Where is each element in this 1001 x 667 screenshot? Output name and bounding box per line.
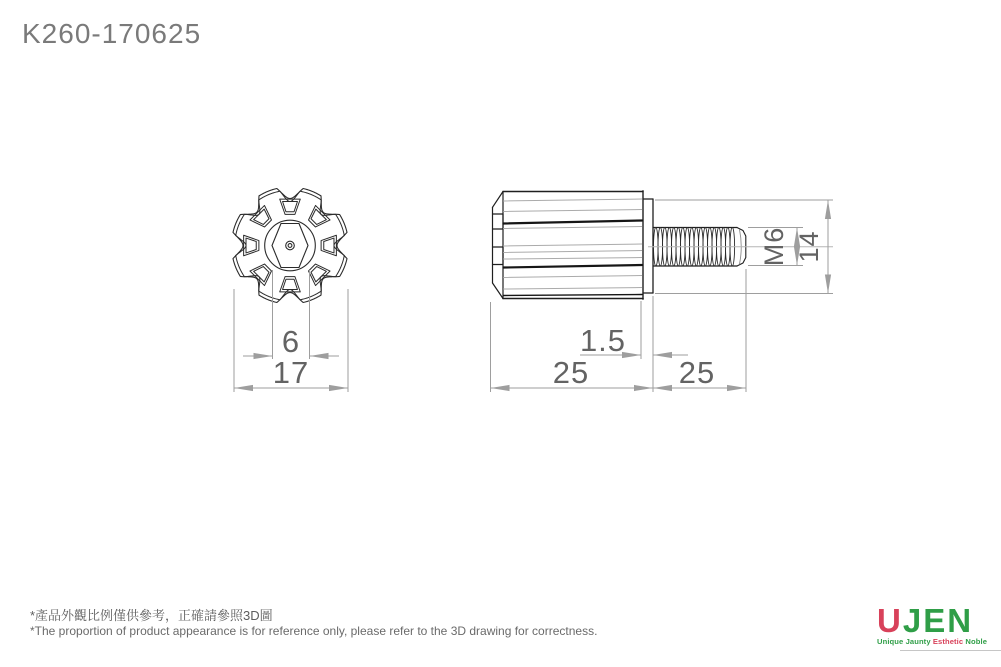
disclaimer-notes [30, 608, 597, 639]
front-view-drawing [233, 189, 347, 303]
logo-divider-line [900, 650, 1001, 651]
ujen-logo-wordmark [877, 602, 1001, 639]
disclaimer-english: *The proportion of product appearance is for reference only, please refer to the 3D drawing for correctness. [30, 624, 598, 638]
tagline-unique: Unique [877, 637, 904, 646]
knob-scalloped-outline-outer [233, 189, 347, 303]
knob-flute-lines [504, 199, 643, 296]
knob-grip-pads [244, 199, 337, 292]
dim-label-thread-length: 25 [678, 355, 716, 390]
knob-scalloped-outline-inner [236, 191, 345, 300]
dim-label-flange-diameter: 14 [794, 230, 824, 263]
dimension-lines [234, 200, 833, 392]
knob-center-hole-outer [286, 241, 295, 250]
tagline-noble: Noble [965, 637, 988, 646]
dim-label-body-length: 25 [552, 355, 590, 390]
dim-label-hex-width: 6 [281, 324, 301, 359]
part-number-title: K260-170625 [22, 18, 202, 49]
knob-hex-socket [272, 224, 308, 268]
dim-label-collar-step: 1.5 [579, 323, 627, 358]
tagline-jaunty: Jaunty [905, 637, 931, 646]
ujen-logo-tagline [877, 637, 1001, 646]
dim-label-thread-size: M6 [759, 226, 789, 267]
dim-label-outer-diameter: 17 [272, 355, 310, 390]
side-view-drawing [493, 191, 746, 299]
knob-center-hole-inner [288, 244, 292, 248]
logo-letter-u: U [877, 602, 903, 639]
tagline-esthetic: Esthetic [932, 637, 964, 646]
disclaimer-chinese: *產品外觀比例僅供參考，正確請參照3D圖 [30, 608, 273, 623]
ujen-logo [877, 602, 1001, 646]
logo-letters-jen: JEN [902, 602, 974, 639]
